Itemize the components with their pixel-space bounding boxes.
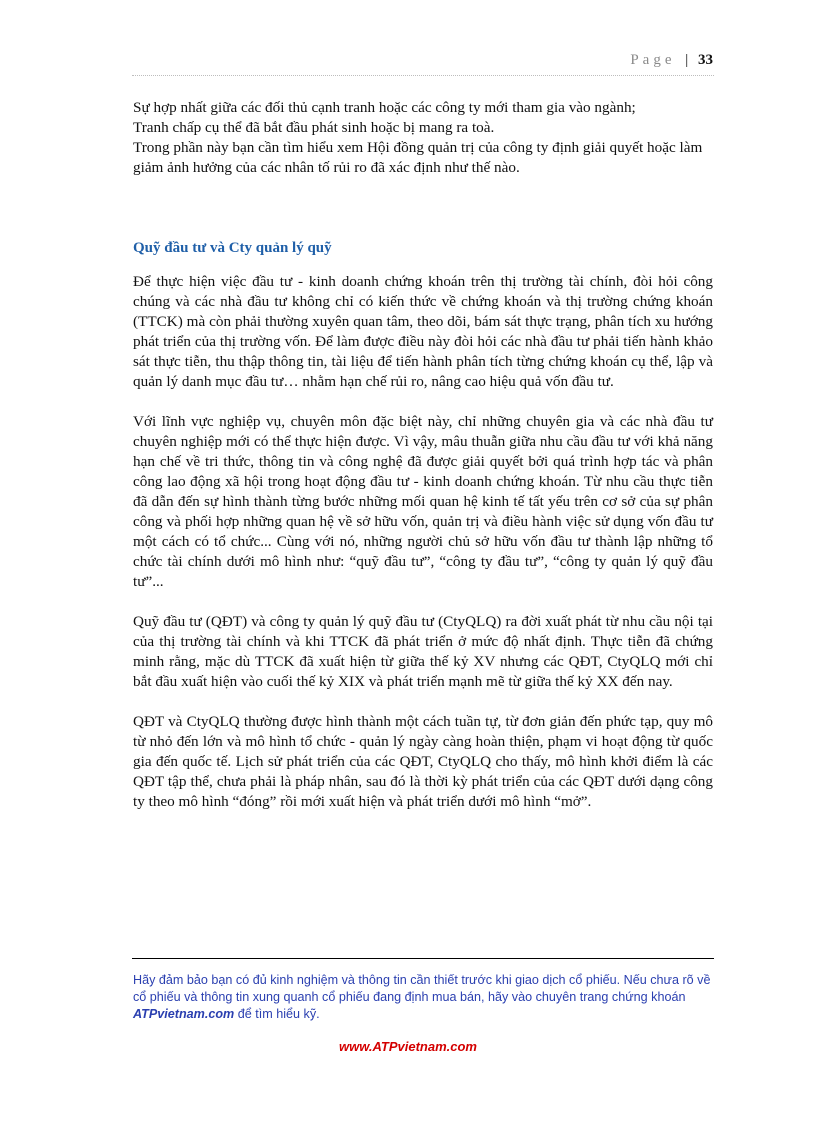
footer-brand-link[interactable]: ATPvietnam.com xyxy=(133,1007,235,1021)
header-divider xyxy=(132,75,714,76)
body-paragraph: Quỹ đầu tư (QĐT) và công ty quản lý quỹ đầu tư (CtyQLQ) ra đời xuất phát từ nhu cầu nội tại của thị trường tài chính và khi TTCK đã phát triển ở mức độ nhất định. Thực tiễn đã chứng minh rằng, mặc dù TTCK đã xuất hiện từ giữa thế kỷ XV nhưng các QĐT, CtyQLQ mới chỉ bắt đầu xuất hiện vào cuối thế kỷ XIX và phát triển mạnh mẽ từ giữa thế kỷ XX đến nay. xyxy=(133,613,713,690)
body-paragraph: QĐT và CtyQLQ thường được hình thành một cách tuần tự, từ đơn giản đến phức tạp, quy mô từ nhỏ đến lớn và mô hình tổ chức - quản lý ngày càng hoàn thiện, phạm vi hoạt động từ quốc gia đến quốc tế. Lịch sử phát triển của các QĐT, CtyQLQ cho thấy, mô hình khởi điểm là các QĐT tập thể, chưa phải là pháp nhân, sau đó là thời kỳ phát triển của các QĐT dưới dạng công ty theo mô hình “đóng” rồi mới xuất hiện và phát triển dưới mô hình “mở”. xyxy=(133,713,713,810)
page-header xyxy=(630,52,713,69)
section-body xyxy=(133,272,713,832)
footer-url-link[interactable]: www.ATPvietnam.com xyxy=(339,1039,477,1054)
intro-block xyxy=(133,98,713,178)
intro-line: Sự hợp nhất giữa các đối thủ cạnh tranh hoặc các công ty mới tham gia vào ngành; xyxy=(133,99,636,116)
footer-note xyxy=(133,972,713,1023)
page-number: 33 xyxy=(698,52,713,68)
body-paragraph: Với lĩnh vực nghiệp vụ, chuyên môn đặc biệt này, chỉ những chuyên gia và các nhà đầu tư chuyên nghiệp mới có thể thực hiện được. Vì vậy, mâu thuẫn giữa nhu cầu đầu tư với khả năng hạn chế về tri thức, thông tin và công nghệ đã được giải quyết bởi quá trình hợp tác và phân công lao động xã hội trong hoạt động đầu tư - kinh doanh chứng khoán. Từ nhu cầu thực tiễn đã dẫn đến sự hình thành từng bước những mối quan hệ kinh tế tất yếu trên cơ sở của sự phân công và phối hợp những quan hệ về sở hữu vốn, quản trị và điều hành việc sử dụng vốn đầu tư một cách có tổ chức... Cùng với nó, những người chủ sở hữu vốn đầu tư thành lập những tổ chức tài chính dưới mô hình như: “quỹ đầu tư”, “công ty đầu tư”, “công ty quản lý quỹ đầu tư”... xyxy=(133,413,713,590)
footer-note-text: Hãy đảm bảo bạn có đủ kinh nghiệm và thông tin cần thiết trước khi giao dịch cổ phiếu. Nếu chưa rõ về cổ phiếu và thông tin xung quanh cổ phiếu đang định mua bán, hãy vào chuyên trang chứng khoán xyxy=(133,973,711,1004)
intro-line: Tranh chấp cụ thể đã bắt đầu phát sinh hoặc bị mang ra toà. xyxy=(133,119,495,136)
page-label: Page xyxy=(630,52,676,68)
footer-divider xyxy=(132,958,714,959)
body-paragraph: Để thực hiện việc đầu tư - kinh doanh chứng khoán trên thị trường tài chính, đòi hỏi công chúng và các nhà đầu tư không chỉ có kiến thức về chứng khoán và thị trường chứng khoán (TTCK) mà còn phải thường xuyên quan tâm, theo dõi, bám sát thực trạng, phân tích xu hướng phát triển của thị trường vốn. Để làm được điều này đòi hỏi các nhà đầu tư phải tiến hành khảo sát thực tiễn, thu thập thông tin, tài liệu để tiến hành phân tích từng chứng khoán cụ thể, lập và quản lý danh mục đầu tư… nhằm hạn chế rủi ro, nâng cao hiệu quả vốn đầu tư. xyxy=(133,273,713,390)
section-heading: Quỹ đầu tư và Cty quản lý quỹ xyxy=(133,240,332,256)
page-separator: | xyxy=(685,52,689,68)
intro-line: Trong phần này bạn cần tìm hiểu xem Hội đồng quản trị của công ty định giải quyết hoặc làm giảm ảnh hưởng của các nhân tố rủi ro đã xác định như thế nào. xyxy=(133,139,703,176)
footer-note-text-end: để tìm hiểu kỹ. xyxy=(234,1007,320,1021)
